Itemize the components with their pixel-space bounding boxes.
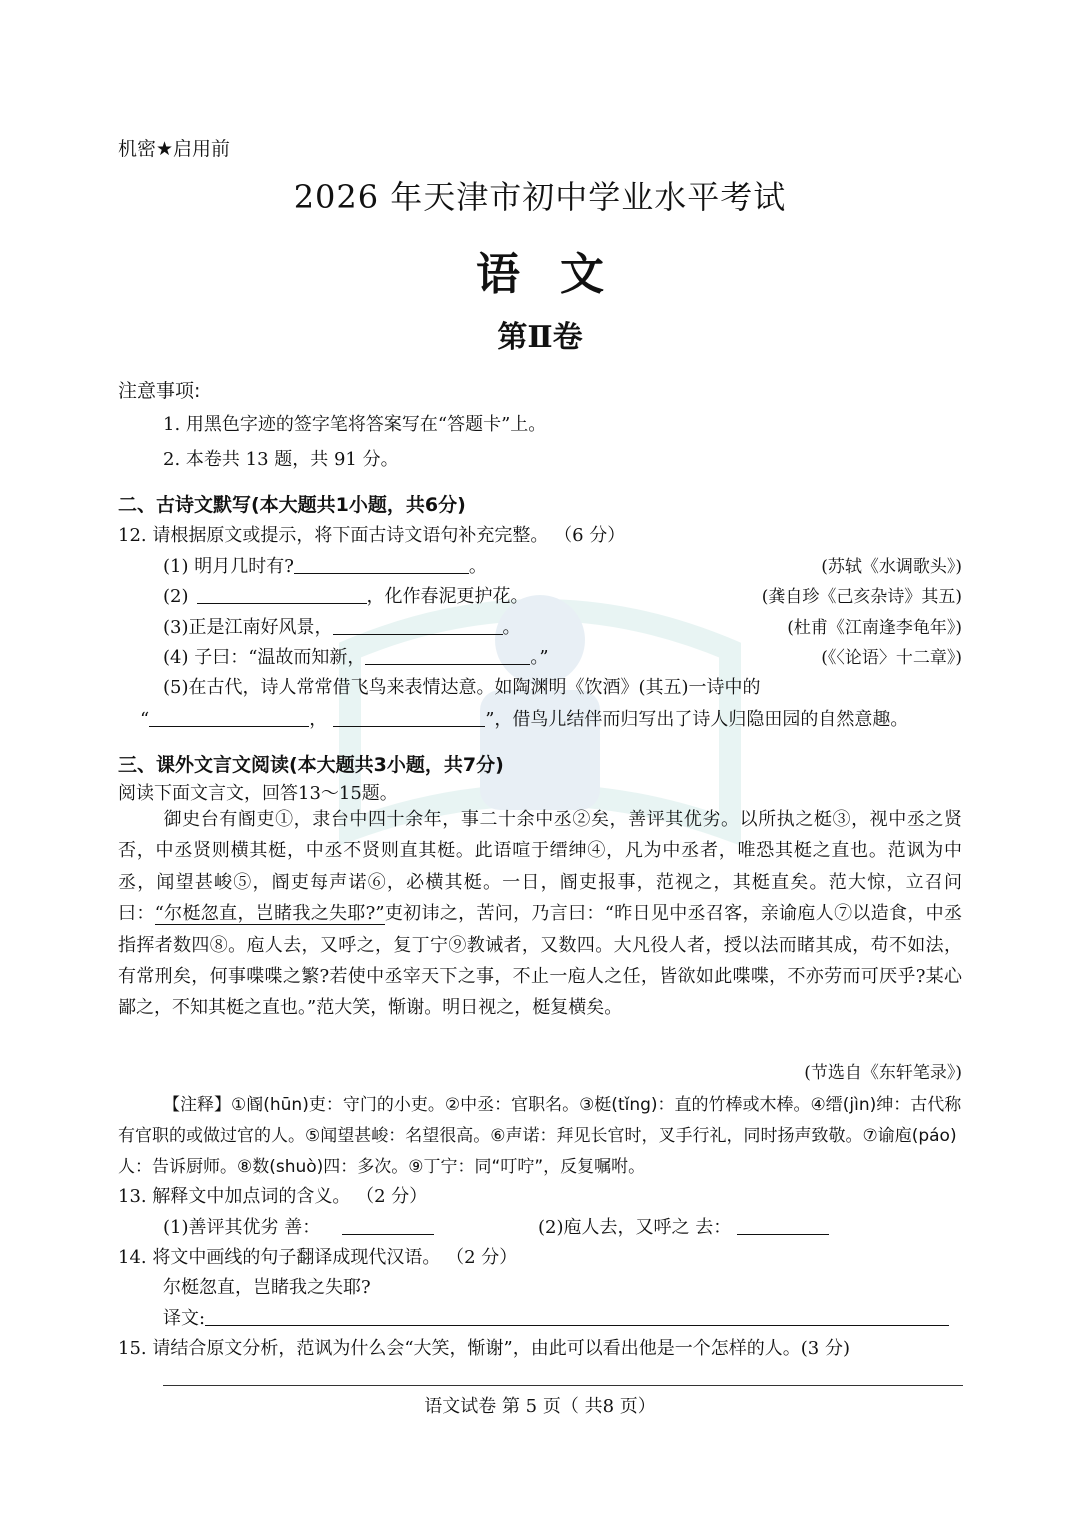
question-15: 15. 请结合原文分析，范讽为什么会“大笑，惭谢”，由此可以看出他是一个怎样的人。(3 分) bbox=[118, 1338, 850, 1359]
q12-item-3-text: (3)正是江南好风景， bbox=[163, 617, 333, 638]
q12-item-2 bbox=[163, 582, 529, 608]
passage-source: (节选自《东轩笔录》) bbox=[804, 1063, 962, 1083]
note-item-1: 1. 用黑色字迹的签字笔将答案写在“答题卡”上。 bbox=[163, 414, 547, 435]
answer-blank[interactable] bbox=[149, 708, 309, 727]
q12-item-3 bbox=[163, 613, 521, 639]
page-footer: 语文试卷 第 5 页（ 共8 页） bbox=[424, 1396, 656, 1417]
footer-divider bbox=[163, 1385, 963, 1386]
question-13: 13. 解释文中加点词的含义。 （2 分） bbox=[118, 1186, 428, 1207]
passage-part-1: 御史台有阍吏①，隶台中四十余年，事二十余中丞②矣，善评其优劣。以所执之梃③，视中丞之贤否，中丞贤则横其梃，中丞不贤则直其梃。此语喧于缙绅④，凡为中丞者，唯恐其梃之直也。范讽为中丞，闻望甚峻⑤，阍吏每声诺⑥，必横其梃。一日，阍吏报事，范视之，其梃直矣。范大惊，立召问曰： bbox=[118, 809, 962, 925]
q13-item-2 bbox=[538, 1213, 829, 1239]
answer-blank[interactable] bbox=[737, 1216, 829, 1235]
answer-blank[interactable] bbox=[333, 616, 503, 635]
underlined-sentence: “尔梃忽直，岂睹我之失耶?” bbox=[154, 903, 385, 925]
q13-item-2-text: (2)庖人去，又呼之 去： bbox=[538, 1217, 732, 1238]
annotations bbox=[118, 1090, 968, 1183]
note-item-2: 2. 本卷共 13 题，共 91 分。 bbox=[163, 449, 399, 470]
section3-intro: 阅读下面文言文，回答13～15题。 bbox=[118, 783, 398, 804]
q12-item-5-end: ”，借鸟儿结伴而归写出了诗人归隐田园的自然意趣。 bbox=[485, 709, 909, 730]
q14-sentence: 尔梃忽直，岂睹我之失耶? bbox=[163, 1277, 371, 1298]
q12-item-5-comma: ， bbox=[309, 709, 328, 730]
answer-blank[interactable] bbox=[365, 646, 530, 665]
q12-item-1-text: (1) 明月几时有? bbox=[163, 556, 294, 577]
confidential-mark: 机密★启用前 bbox=[118, 138, 231, 160]
quote-open: “ bbox=[140, 709, 150, 730]
section3-title: 三、课外文言文阅读(本大题共3小题，共7分) bbox=[118, 754, 504, 776]
subject-title: 语文 bbox=[476, 249, 644, 300]
q12-item-3-end: 。 bbox=[502, 617, 521, 638]
q14-answer-label: 译文: bbox=[163, 1308, 206, 1329]
q12-item-1 bbox=[163, 552, 487, 578]
q12-item-3-source: (杜甫《江南逢李龟年》) bbox=[787, 618, 962, 638]
annotation-text: 【注释】①阍(hūn)吏：守门的小吏。②中丞：官职名。③梃(tǐng)：直的竹棒或木棒。④缙(jìn)绅：古代称有官职的或做过官的人。⑤闻望甚峻：名望很高。⑥声诺：拜见长官时，叉手行礼，同时扬声致敬。⑦谕庖(páo)人：告诉厨师。⑧数(shuò)四：多次。⑨丁宁：同“叮咛”，反复嘱咐。 bbox=[118, 1095, 962, 1177]
answer-blank[interactable] bbox=[333, 708, 485, 727]
q14-answer-row bbox=[163, 1304, 949, 1330]
question-14: 14. 将文中画线的句子翻译成现代汉语。 （2 分） bbox=[118, 1247, 518, 1268]
q12-item-5-line2 bbox=[140, 705, 908, 731]
passage-part-2: 吏初讳之，苦问，乃言曰：“昨日见中丞召客，亲谕庖人⑦以造食，中丞指挥者数四⑧。庖人去，又呼之，复丁宁⑨教诫者，又数四。大凡役人者，授以法而睹其成，苟不如法，有常刑矣，何事喋喋之繁?若使中丞宰天下之事，不止一庖人之任，皆欲如此喋喋，不亦劳而可厌乎?某心鄙之，不知其梃之直也。”范大笑，惭谢。明日视之，梃复横矣。 bbox=[118, 903, 962, 1019]
q13-item-1-text: (1)善评其优劣 善： bbox=[163, 1217, 321, 1238]
exam-title: 2026 年天津市初中学业水平考试 bbox=[293, 178, 787, 216]
q12-item-2-end: ，化作春泥更护花。 bbox=[366, 586, 529, 607]
q12-item-1-source: (苏轼《水调歌头》) bbox=[821, 557, 962, 577]
answer-blank[interactable] bbox=[205, 1307, 949, 1326]
q12-item-4-end: 。” bbox=[530, 647, 549, 668]
answer-blank[interactable] bbox=[294, 555, 469, 574]
volume-title: 第Ⅱ卷 bbox=[497, 320, 583, 355]
answer-blank[interactable] bbox=[342, 1216, 434, 1235]
notes-title: 注意事项: bbox=[118, 380, 201, 402]
q12-item-5-line1: (5)在古代，诗人常常借飞鸟来表情达意。如陶渊明《饮酒》(其五)一诗中的 bbox=[163, 677, 761, 698]
q13-item-1 bbox=[163, 1213, 434, 1239]
q12-item-2-source: (龚自珍《己亥杂诗》其五) bbox=[761, 587, 962, 607]
q12-item-2-text: (2) bbox=[163, 586, 189, 607]
question-12: 12. 请根据原文或提示，将下面古诗文语句补充完整。 （6 分） bbox=[118, 525, 626, 546]
q12-item-4-source: (《〈论语〉十二章》) bbox=[821, 648, 962, 668]
section2-title: 二、古诗文默写(本大题共1小题，共6分) bbox=[118, 494, 466, 516]
classical-passage bbox=[118, 804, 962, 1024]
answer-blank[interactable] bbox=[197, 585, 367, 604]
q12-item-1-end: 。 bbox=[468, 556, 487, 577]
q12-item-4 bbox=[163, 643, 549, 669]
q12-item-4-text: (4) 子曰：“温故而知新， bbox=[163, 647, 366, 668]
